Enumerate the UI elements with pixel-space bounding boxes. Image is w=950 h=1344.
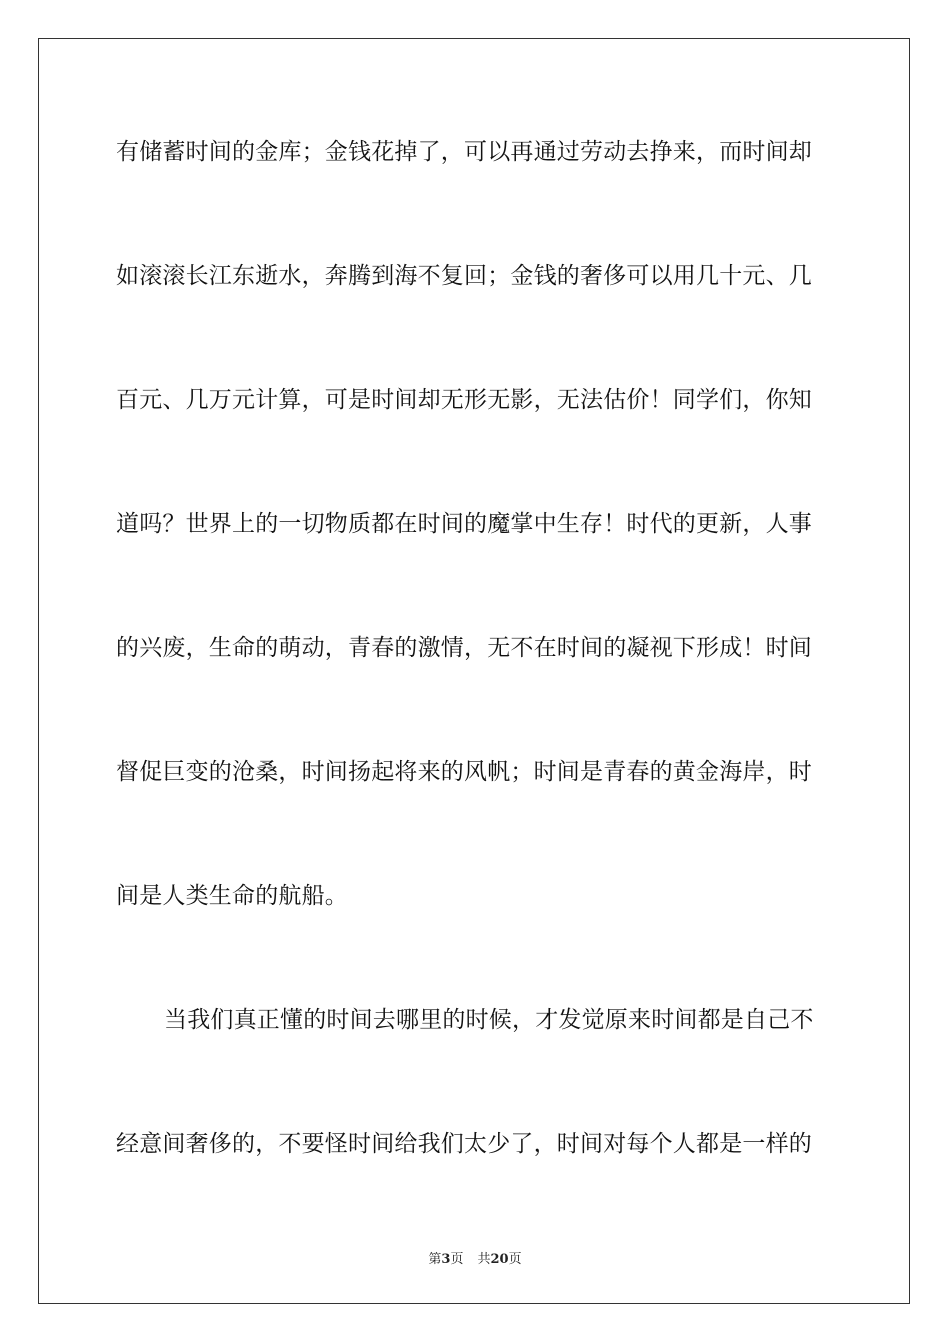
text-line-3: 百元、几万元计算，可是时间却无形无影，无法估价！同学们，你知: [116, 387, 812, 413]
text-line-6: 督促巨变的沧桑，时间扬起将来的风帆；时间是青春的黄金海岸，时: [116, 759, 812, 785]
text-line-5: 的兴废，生命的萌动，青春的激情，无不在时间的凝视下形成！时间: [116, 635, 812, 661]
text-line-2: 如滚滚长江东逝水，奔腾到海不复回；金钱的奢侈可以用几十元、几: [116, 263, 812, 289]
page-prefix: 第: [428, 1252, 442, 1267]
paragraph-start-line: 当我们真正懂的时间去哪里的时候，才发觉原来时间都是自己不: [164, 1007, 814, 1033]
page-suffix: 页: [450, 1252, 464, 1267]
text-line-7: 间是人类生命的航船。: [116, 883, 348, 909]
total-prefix: 共: [477, 1252, 491, 1267]
page-border: [38, 38, 910, 1304]
total-pages: 20: [490, 1252, 509, 1267]
text-line-9: 经意间奢侈的，不要怪时间给我们太少了，时间对每个人都是一样的: [116, 1131, 812, 1157]
text-line-4: 道吗？世界上的一切物质都在时间的魔掌中生存！时代的更新，人事: [116, 511, 812, 537]
text-line-1: 有储蓄时间的金库；金钱花掉了，可以再通过劳动去挣来，而时间却: [116, 139, 812, 165]
total-suffix: 页: [508, 1252, 522, 1267]
page-number: 3: [441, 1252, 451, 1267]
page-footer: [0, 1248, 950, 1267]
